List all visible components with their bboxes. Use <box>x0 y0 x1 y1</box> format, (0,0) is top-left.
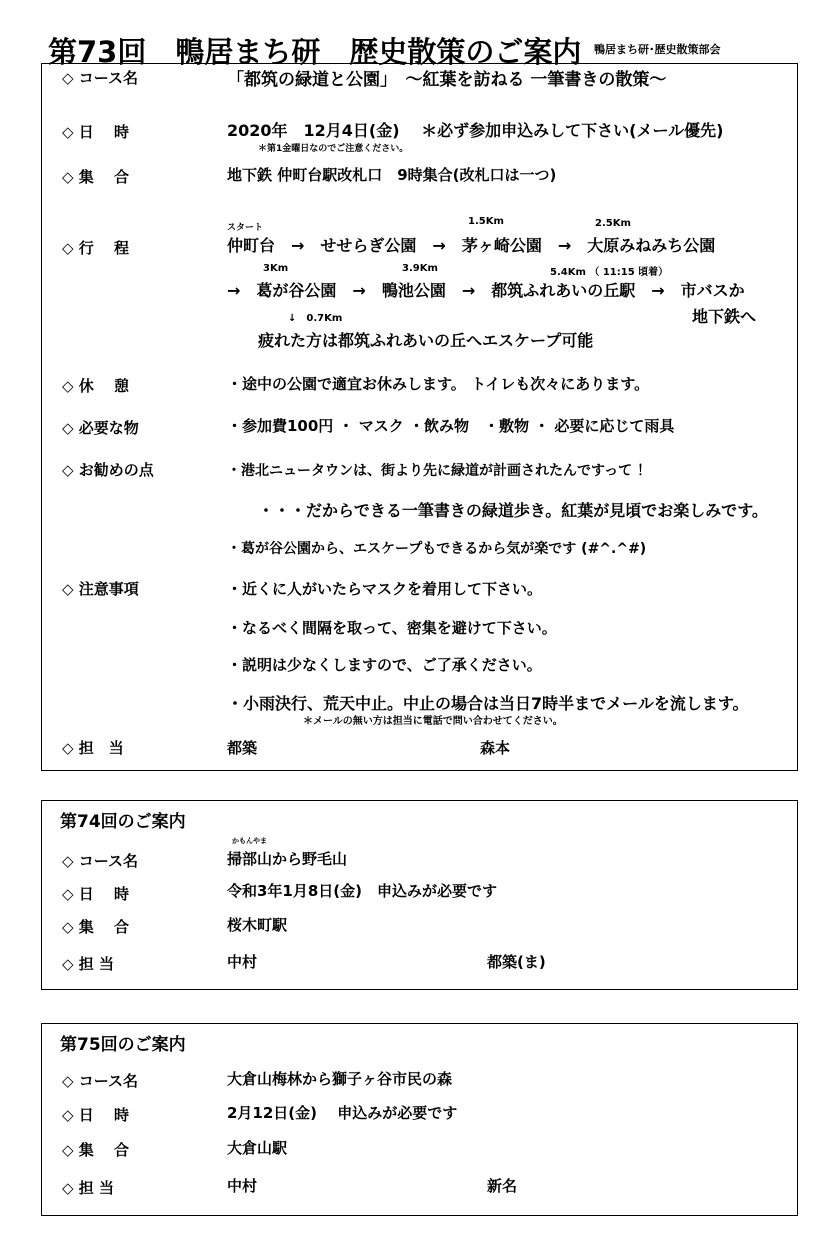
route-line-2: → 葛が谷公園 → 鴨池公園 → 都筑ふれあいの丘駅 → 市バスか <box>227 281 745 300</box>
route-label: ◇ 行 程 <box>62 239 129 257</box>
next-74-staff-2: 都築(ま) <box>487 953 546 971</box>
note-3: ・説明は少なくしますので、ご了承ください。 <box>227 656 542 674</box>
note-4: ・小雨決行、荒天中止。中止の場合は当日7時半までメールを流します。 <box>227 694 749 713</box>
next-74-heading: 第74回のご案内 <box>60 812 186 832</box>
staff-label: ◇ 担 当 <box>62 739 124 757</box>
date-value: 2020年 12月4日(金) ＊必ず参加申込みして下さい(メール優先) <box>227 121 724 140</box>
next-74-staff-label: ◇ 担 当 <box>62 955 114 973</box>
rest-value: ・途中の公園で適宜お休みします。 トイレも次々にあります。 <box>227 375 650 393</box>
notes-label: ◇ 注意事項 <box>62 580 139 598</box>
page-title: 第73回 鴨居まち研 歴史散策のご案内 <box>48 35 582 69</box>
next-75-meet-label: ◇ 集 合 <box>62 1141 129 1159</box>
next-75-date-value: 2月12日(金) 申込みが必要です <box>227 1104 458 1122</box>
course-value: 「都筑の緑道と公園」 ～紅葉を訪ねる 一筆書きの散策～ <box>227 70 667 90</box>
next-75-course-label: ◇ コース名 <box>62 1072 139 1090</box>
route-start-tag: スタート <box>227 223 264 233</box>
next-75-staff-label: ◇ 担 当 <box>62 1179 114 1197</box>
point-2: ・・・だからできる一筆書きの緑道歩き。紅葉が見頃でお楽しみです。 <box>258 501 768 520</box>
next-74-meet-label: ◇ 集 合 <box>62 918 129 936</box>
next-74-date-value: 令和3年1月8日(金) 申込みが必要です <box>227 882 498 900</box>
course-label: ◇ コース名 <box>62 69 139 87</box>
next-75-date-label: ◇ 日 時 <box>62 1106 129 1124</box>
route-km-5: 5.4Km （ 11:15 頃着） <box>550 267 669 278</box>
point-3: ・葛が谷公園から、エスケープもできるから気が楽です (#^.^#) <box>227 541 647 557</box>
note-1: ・近くに人がいたらマスクを着用して下さい。 <box>227 580 543 598</box>
route-km-4: 3.9Km <box>402 263 438 274</box>
page-subtitle: 鴨居まち研･歴史散策部会 <box>594 43 721 56</box>
route-line-3: 疲れた方は都筑ふれあいの丘へエスケープ可能 <box>258 331 594 350</box>
items-label: ◇ 必要な物 <box>62 419 139 437</box>
next-74-meet-value: 桜木町駅 <box>227 916 288 934</box>
items-value: ・参加費100円 ・ マスク ・飲み物 ・敷物 ・ 必要に応じて雨具 <box>227 417 675 435</box>
next-75-heading: 第75回のご案内 <box>60 1035 186 1055</box>
date-note: ＊第1金曜日なのでご注意ください。 <box>258 144 409 154</box>
staff-2: 森本 <box>480 739 511 757</box>
staff-1: 都築 <box>227 739 258 757</box>
next-75-staff-2: 新名 <box>487 1177 518 1195</box>
meet-label: ◇ 集 合 <box>62 168 129 186</box>
next-75-meet-value: 大倉山駅 <box>227 1139 288 1157</box>
next-75-staff-1: 中村 <box>227 1177 258 1195</box>
date-label: ◇ 日 時 <box>62 123 129 141</box>
next-74-staff-1: 中村 <box>227 953 258 971</box>
next-74-course-label: ◇ コース名 <box>62 852 139 870</box>
meet-value: 地下鉄 仲町台駅改札口 9時集合(改札口は一つ) <box>227 166 557 184</box>
route-km-1: 1.5Km <box>468 216 504 227</box>
note-2: ・なるべく間隔を取って、密集を避けて下さい。 <box>227 619 557 637</box>
point-1: ・港北ニュータウンは、街より先に緑道が計画されたんですって ！ <box>227 463 652 479</box>
route-line-1: 仲町台 → せせらぎ公園 → 茅ヶ崎公園 → 大原みねみち公園 <box>227 236 716 255</box>
rest-label: ◇ 休 憩 <box>62 377 129 395</box>
next-74-ruby: かもんやま <box>232 837 267 845</box>
route-line-2b: 地下鉄へ <box>692 307 757 326</box>
route-km-6: ↓ 0.7Km <box>288 313 343 324</box>
points-label: ◇ お勧めの点 <box>62 461 154 479</box>
route-km-2: 2.5Km <box>595 218 631 229</box>
route-km-3: 3Km <box>263 263 289 274</box>
next-74-course-value: 掃部山から野毛山 <box>227 850 348 868</box>
notes-small: ＊メールの無い方は担当に電話で問い合わせてください。 <box>303 716 563 727</box>
next-75-course-value: 大倉山梅林から獅子ヶ谷市民の森 <box>227 1070 453 1088</box>
next-74-date-label: ◇ 日 時 <box>62 885 129 903</box>
